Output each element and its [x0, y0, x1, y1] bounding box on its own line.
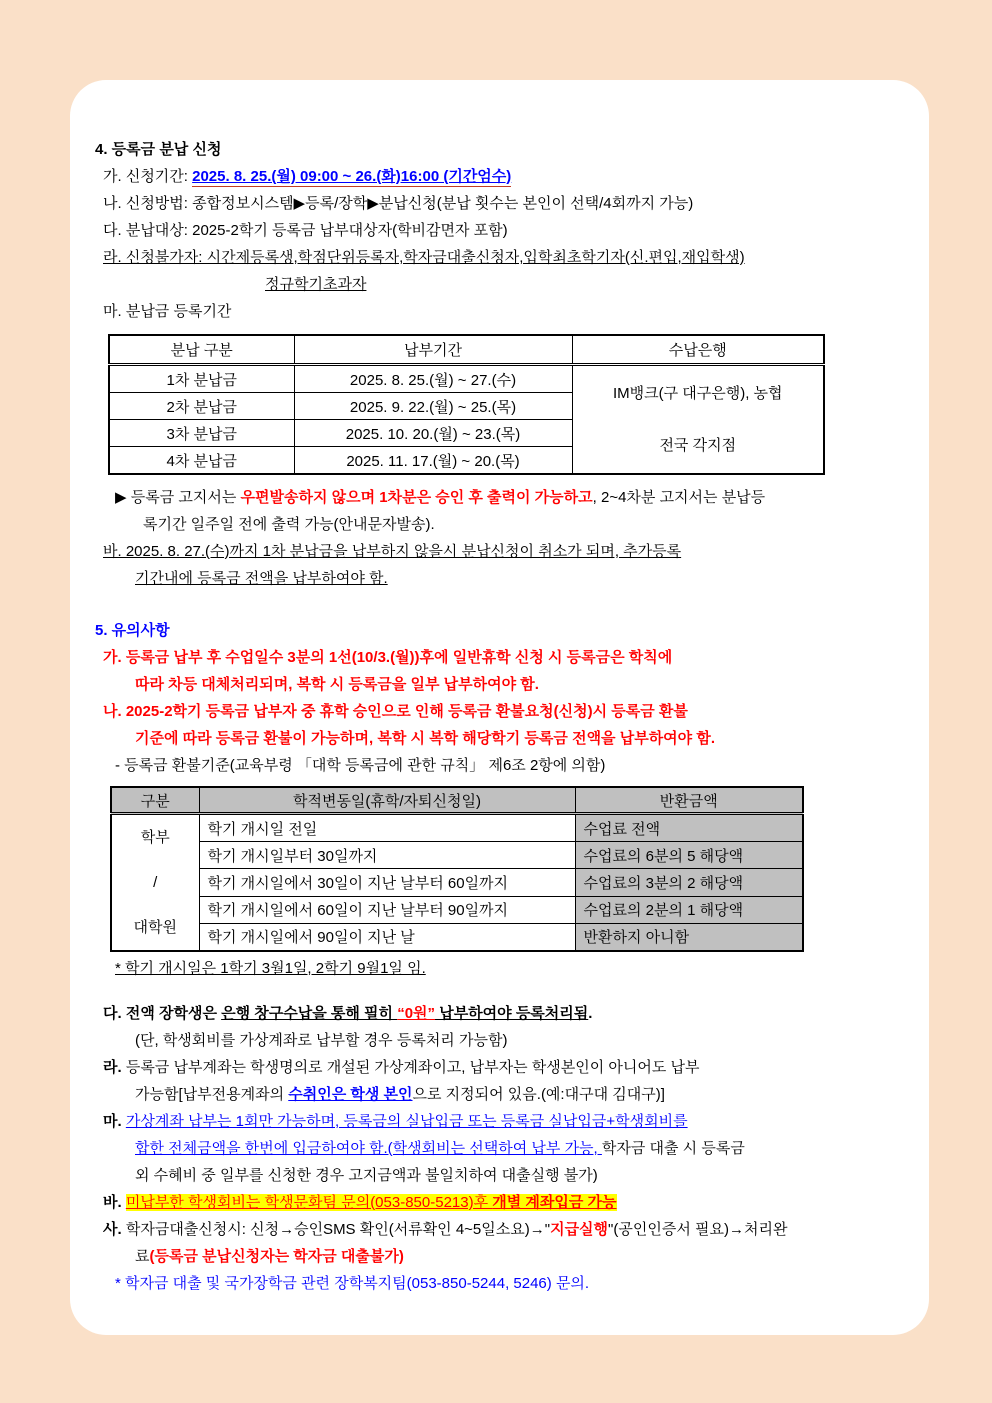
group-undergraduate: 학부	[140, 829, 170, 846]
application-method-label: 나. 신청방법:	[103, 195, 188, 212]
cell-refund-3: 수업료의 3분의 2 해당액	[575, 869, 803, 896]
group-graduate: 대학원	[133, 919, 177, 936]
cancellation-notice-text2: 기간내에 등록금 전액을 납부하여야 함.	[135, 570, 388, 587]
installment-target-line	[103, 217, 901, 244]
loan-not-allowed-text: (등록금 분납신청자는 학자금 대출불가)	[149, 1248, 404, 1265]
group-slash: /	[153, 874, 158, 891]
virtual-account-label: 라.	[103, 1059, 122, 1076]
student-fee-line	[103, 1189, 901, 1216]
payment-schedule-table	[108, 334, 825, 475]
scholarship-tail: .	[588, 1005, 593, 1022]
cell-period-4: 2025. 11. 17.(월) ~ 20.(목)	[294, 447, 572, 475]
cell-period-3: 2025. 10. 20.(월) ~ 23.(목)	[294, 420, 572, 447]
student-fee-normal: 미납부한 학생회비는 학생문화팀 문의(053-850-5213)후	[125, 1194, 493, 1211]
table-row	[111, 869, 803, 896]
scholarship-zero-won: “0원”	[397, 1005, 436, 1022]
semester-start-footnote	[115, 955, 901, 982]
cell-refund-5: 반환하지 아니함	[575, 923, 803, 951]
virtual-account-pre: 가능함[납부전용계좌의	[135, 1086, 289, 1103]
not-eligible-line2	[265, 271, 901, 298]
bill-notice-red: 우편발송하지 않으며 1차분은 승인 후 출력이 가능하고	[240, 489, 593, 506]
virtual-account-line1	[103, 1054, 901, 1081]
not-eligible-text: 라. 신청불가자: 시간제등록생,학점단위등록자,학자금대출신청자,입학최초학기자(신.편입,재입학생)	[103, 249, 745, 266]
student-loan-pre: 학자금대출신청시: 신청→승인SMS 확인(서류확인 4~5일소요)→"	[125, 1221, 551, 1238]
payee-student-text: 수취인은 학생 본인	[288, 1086, 413, 1103]
header-change-date: 학적변동일(휴학/자퇴신청일)	[199, 787, 575, 814]
scholarship-label: 다.	[103, 1005, 122, 1022]
cell-period-2: 2025. 9. 22.(월) ~ 25.(목)	[294, 393, 572, 420]
student-loan-label: 사.	[103, 1221, 122, 1238]
application-method-line	[103, 190, 901, 217]
student-fee-highlight	[126, 1194, 617, 1211]
cell-change-1: 학기 개시일 전일	[199, 814, 575, 842]
application-period-label: 가. 신청기간:	[103, 168, 188, 185]
cancellation-notice-text1: 바. 2025. 8. 27.(수)까지 1차 분납금을 납부하지 않을시 분납신청이 취소가 되며, 추가등록	[103, 543, 682, 560]
table-row	[111, 896, 803, 923]
welfare-team-contact: * 학자금 대출 및 국가장학금 관련 장학복지팀(053-850-5244, 5246) 문의.	[115, 1275, 590, 1292]
student-loan-line1	[103, 1216, 901, 1243]
installment-target-value: 2025-2학기 등록금 납부대상자(학비감면자 포함)	[192, 222, 508, 239]
scholarship-pre: 전액 장학생은	[125, 1005, 222, 1022]
scholarship-underline1: 은행 창구수납을 통해 필히	[221, 1005, 398, 1022]
application-period-line	[103, 163, 901, 190]
scholarship-line1	[103, 1000, 901, 1027]
leave-rule-line1: 가. 등록금 납부 후 수업일수 3분의 1선(10/3.(월))후에 일반휴학 신청 시 등록금은 학칙에	[103, 649, 673, 666]
cell-change-3: 학기 개시일에서 30일이 지난 날부터 60일까지	[199, 869, 575, 896]
table-row	[111, 814, 803, 842]
triangle-bullet-icon: ▶	[115, 489, 127, 506]
cell-installment-4: 4차 분납금	[109, 447, 294, 475]
payment-table-header-row	[109, 335, 824, 365]
one-time-payment-blue1: 가상계좌 납부는 1회만 가능하며, 등록금의 실납입금 또는 등록금 실납입금+학생회비를	[125, 1113, 688, 1130]
bill-notice-line2: 록기간 일주일 전에 출력 가능(안내문자발송).	[143, 516, 435, 533]
student-loan-line2	[135, 1243, 901, 1270]
cell-refund-1: 수업료 전액	[575, 814, 803, 842]
cell-installment-1: 1차 분납금	[109, 365, 294, 393]
cancellation-notice-line1	[103, 538, 901, 565]
student-fee-bold: 개별 계좌입금 가능	[492, 1194, 617, 1211]
cell-installment-2: 2차 분납금	[109, 393, 294, 420]
virtual-account-text1: 등록금 납부계좌는 학생명의로 개설된 가상계좌이고, 납부자는 학생본인이 아니어도 납부	[125, 1059, 700, 1076]
bill-notice-pre: 등록금 고지서는	[130, 489, 241, 506]
virtual-account-line2	[135, 1081, 901, 1108]
cell-period-1: 2025. 8. 25.(월) ~ 27.(수)	[294, 365, 572, 393]
scholarship-line2: (단, 학생회비를 가상계좌로 납부할 경우 등록처리 가능함)	[135, 1032, 508, 1049]
refund-table-header-row	[111, 787, 803, 814]
one-time-payment-blue2: 합한 전체금액을 한번에 입금하여야 함.(학생회비는 선택하여 납부 가능,	[135, 1140, 602, 1157]
loan-execution-text: 지급실행	[550, 1221, 609, 1238]
refund-table	[110, 786, 804, 952]
cell-installment-3: 3차 분납금	[109, 420, 294, 447]
semester-start-footnote-text: * 학기 개시일은 1학기 3월1일, 2학기 9월1일 임.	[115, 960, 426, 977]
cell-refund-4: 수업료의 2분의 1 해당액	[575, 896, 803, 923]
application-period-value: 2025. 8. 25.(월) 09:00 ~ 26.(화)16:00 (기간엄수)	[192, 168, 512, 185]
bank-branches: 전국 각지점	[659, 436, 737, 454]
header-category: 구분	[111, 787, 199, 814]
cell-change-5: 학기 개시일에서 90일이 지난 날	[199, 923, 575, 951]
scholarship-underline2: 납부하여야 등록처리됨	[435, 1005, 589, 1022]
application-method-value: 종합정보시스템▶등록/장학▶분납신청(분납 횟수는 본인이 선택/4회까지 가능)	[192, 195, 694, 212]
one-time-payment-line1	[103, 1108, 901, 1135]
cell-refund-2: 수업료의 6분의 5 해당액	[575, 842, 803, 869]
header-payment-period: 납부기간	[294, 335, 572, 365]
not-eligible-line	[103, 244, 901, 271]
installment-target-label: 다. 분납대상:	[103, 222, 188, 239]
cancellation-notice-line2	[135, 565, 901, 592]
header-installment-type: 분납 구분	[109, 335, 294, 365]
header-receiving-bank: 수납은행	[572, 335, 824, 365]
bill-notice-post: , 2~4차분 고지서는 분납등	[592, 489, 766, 506]
refund-rule-line1: 나. 2025-2학기 등록금 납부자 중 휴학 승인으로 인해 등록금 환불요청(신청)시 등록금 환불	[103, 703, 688, 720]
bank-name: IM뱅크(구 대구은행), 농협	[612, 384, 783, 402]
header-refund-amount: 반환금액	[575, 787, 803, 814]
one-time-payment-black: 학자금 대출 시 등록금	[601, 1140, 745, 1157]
registration-period-label: 마. 분납금 등록기간	[103, 303, 232, 320]
cell-change-2: 학기 개시일부터 30일까지	[199, 842, 575, 869]
student-loan-post: "(공인인증서 필요)→처리완	[608, 1221, 788, 1238]
one-time-payment-line3: 외 수혜비 중 일부를 신청한 경우 고지금액과 불일치하여 대출실행 불가)	[135, 1167, 598, 1184]
virtual-account-post: 으로 지정되어 있음.(예:대구대 김대구)]	[412, 1086, 665, 1103]
one-time-payment-label: 마.	[103, 1113, 122, 1130]
refund-rule-line2: 기준에 따라 등록금 환불이 가능하며, 복학 시 복학 해당학기 등록금 전액을 납부하여야 함.	[135, 730, 715, 747]
bill-notice-line1	[115, 484, 901, 511]
student-fee-label: 바.	[103, 1194, 122, 1211]
student-loan-line2-black: 료	[135, 1248, 150, 1265]
table-row	[111, 842, 803, 869]
table-row	[109, 365, 824, 393]
cell-change-4: 학기 개시일에서 60일이 지난 날부터 90일까지	[199, 896, 575, 923]
one-time-payment-line2	[135, 1135, 901, 1162]
document-card	[70, 80, 929, 1335]
table-row	[111, 923, 803, 951]
cell-group	[111, 814, 199, 952]
refund-standard-intro: - 등록금 환불기준(교육부령 「대학 등록금에 관한 규칙」 제6조 2항에 의함)	[115, 757, 606, 774]
cell-bank	[572, 365, 824, 475]
not-eligible-text2: 정규학기초과자	[265, 276, 367, 293]
section5-title: 5. 유의사항	[95, 622, 170, 639]
section4-title: 4. 등록금 분납 신청	[95, 141, 222, 158]
leave-rule-line2: 따라 차등 대체처리되며, 복학 시 등록금을 일부 납부하여야 함.	[135, 676, 539, 693]
